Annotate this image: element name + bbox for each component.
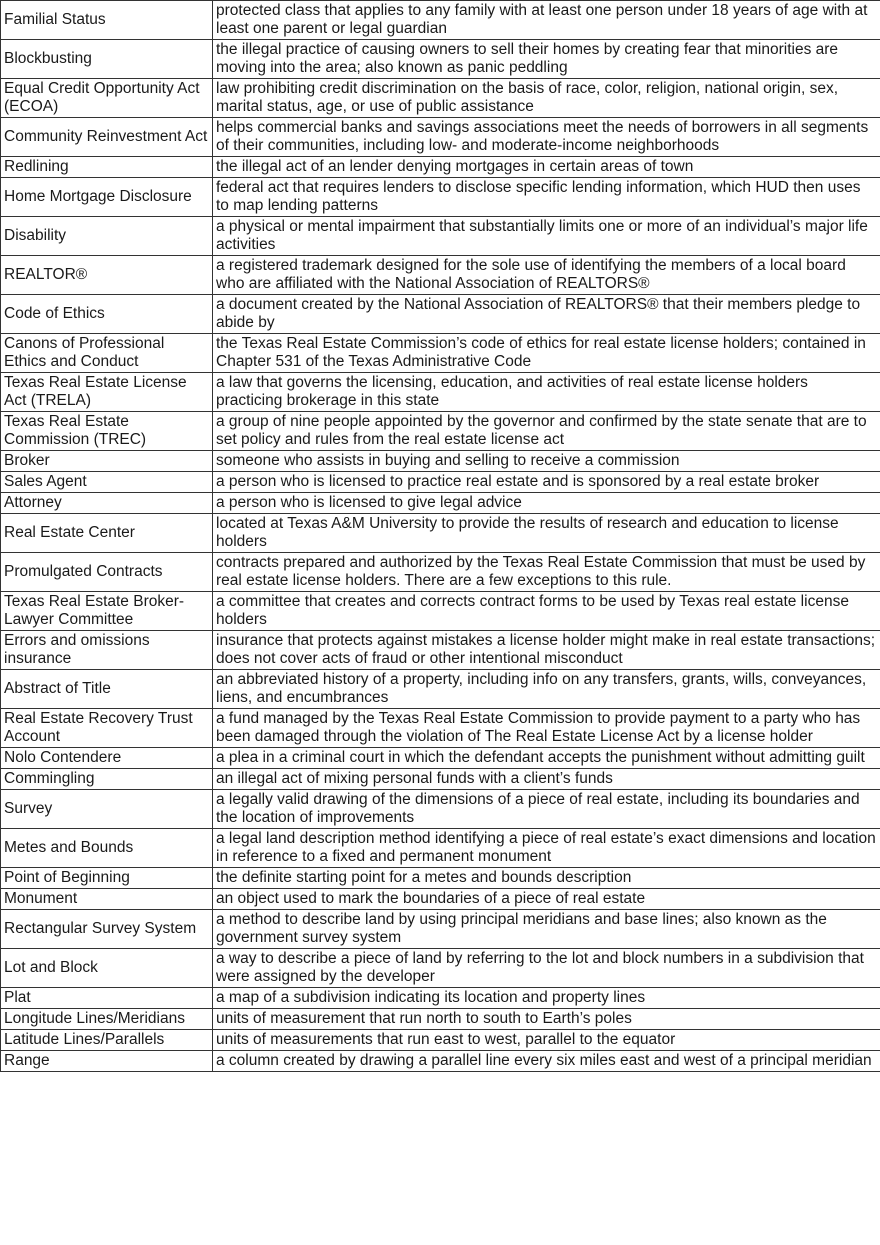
definition-cell: a way to describe a piece of land by referring to the lot and block numbers in a subdivision that were assigned by the developer xyxy=(213,949,880,988)
term-cell: Rectangular Survey System xyxy=(1,910,213,949)
table-row xyxy=(1,988,880,1009)
definition-cell: a legally valid drawing of the dimensions of a piece of real estate, including its boundaries and the location of improvements xyxy=(213,790,880,829)
definition-cell: the definite starting point for a metes and bounds description xyxy=(213,868,880,889)
table-row xyxy=(1,1009,880,1030)
table-row xyxy=(1,157,880,178)
table-row xyxy=(1,118,880,157)
table-row xyxy=(1,256,880,295)
term-cell: Community Reinvestment Act xyxy=(1,118,213,157)
table-row xyxy=(1,1051,880,1072)
definition-cell: a group of nine people appointed by the governor and confirmed by the state senate that are to set policy and rules from the real estate license act xyxy=(213,412,880,451)
table-row xyxy=(1,178,880,217)
table-row xyxy=(1,493,880,514)
definition-cell: a person who is licensed to practice real estate and is sponsored by a real estate broker xyxy=(213,472,880,493)
table-row xyxy=(1,79,880,118)
table-row xyxy=(1,373,880,412)
definition-cell: a registered trademark designed for the sole use of identifying the members of a local board who are affiliated with the National Association of REALTORS® xyxy=(213,256,880,295)
table-row xyxy=(1,748,880,769)
table-row xyxy=(1,217,880,256)
term-cell: Texas Real Estate Broker-Lawyer Committee xyxy=(1,592,213,631)
term-cell: Lot and Block xyxy=(1,949,213,988)
definition-cell: a document created by the National Association of REALTORS® that their members pledge to abide by xyxy=(213,295,880,334)
definition-cell: an illegal act of mixing personal funds with a client’s funds xyxy=(213,769,880,790)
term-cell: Texas Real Estate License Act (TRELA) xyxy=(1,373,213,412)
table-row xyxy=(1,910,880,949)
definition-cell: a committee that creates and corrects contract forms to be used by Texas real estate license holders xyxy=(213,592,880,631)
term-cell: Redlining xyxy=(1,157,213,178)
definition-cell: a legal land description method identifying a piece of real estate’s exact dimensions and location in reference to a fixed and permanent monument xyxy=(213,829,880,868)
table-row xyxy=(1,472,880,493)
definition-cell: the Texas Real Estate Commission’s code of ethics for real estate license holders; contained in Chapter 531 of the Texas Administrative Code xyxy=(213,334,880,373)
definition-cell: a person who is licensed to give legal advice xyxy=(213,493,880,514)
definition-cell: a column created by drawing a parallel line every six miles east and west of a principal meridian xyxy=(213,1051,880,1072)
table-row xyxy=(1,868,880,889)
definition-cell: federal act that requires lenders to disclose specific lending information, which HUD then uses to map lending patterns xyxy=(213,178,880,217)
definition-cell: a method to describe land by using principal meridians and base lines; also known as the government survey system xyxy=(213,910,880,949)
table-row xyxy=(1,40,880,79)
term-cell: Metes and Bounds xyxy=(1,829,213,868)
glossary-body xyxy=(1,1,880,1072)
definition-cell: located at Texas A&M University to provide the results of research and education to license holders xyxy=(213,514,880,553)
definition-cell: an abbreviated history of a property, including info on any transfers, grants, wills, conveyances, liens, and encumbrances xyxy=(213,670,880,709)
term-cell: Nolo Contendere xyxy=(1,748,213,769)
term-cell: Code of Ethics xyxy=(1,295,213,334)
term-cell: Errors and omissions insurance xyxy=(1,631,213,670)
definition-cell: law prohibiting credit discrimination on the basis of race, color, religion, national origin, sex, marital status, age, or use of public assistance xyxy=(213,79,880,118)
term-cell: Commingling xyxy=(1,769,213,790)
term-cell: Longitude Lines/Meridians xyxy=(1,1009,213,1030)
table-row xyxy=(1,334,880,373)
definition-cell: insurance that protects against mistakes a license holder might make in real estate transactions; does not cover acts of fraud or other intentional misconduct xyxy=(213,631,880,670)
table-row xyxy=(1,553,880,592)
table-row xyxy=(1,829,880,868)
term-cell: Equal Credit Opportunity Act (ECOA) xyxy=(1,79,213,118)
table-row xyxy=(1,709,880,748)
term-cell: Range xyxy=(1,1051,213,1072)
table-row xyxy=(1,670,880,709)
term-cell: Latitude Lines/Parallels xyxy=(1,1030,213,1051)
table-row xyxy=(1,451,880,472)
definition-cell: units of measurements that run east to west, parallel to the equator xyxy=(213,1030,880,1051)
term-cell: Monument xyxy=(1,889,213,910)
table-row xyxy=(1,412,880,451)
term-cell: Point of Beginning xyxy=(1,868,213,889)
table-row xyxy=(1,1030,880,1051)
term-cell: Texas Real Estate Commission (TREC) xyxy=(1,412,213,451)
table-row xyxy=(1,631,880,670)
table-row xyxy=(1,769,880,790)
term-cell: Plat xyxy=(1,988,213,1009)
definition-cell: a law that governs the licensing, education, and activities of real estate license holders practicing brokerage in this state xyxy=(213,373,880,412)
term-cell: Attorney xyxy=(1,493,213,514)
definition-cell: the illegal act of an lender denying mortgages in certain areas of town xyxy=(213,157,880,178)
definition-cell: an object used to mark the boundaries of a piece of real estate xyxy=(213,889,880,910)
definition-cell: someone who assists in buying and selling to receive a commission xyxy=(213,451,880,472)
definition-cell: units of measurement that run north to south to Earth’s poles xyxy=(213,1009,880,1030)
definition-cell: helps commercial banks and savings associations meet the needs of borrowers in all segments of their communities, including low- and moderate-income neighborhoods xyxy=(213,118,880,157)
term-cell: Blockbusting xyxy=(1,40,213,79)
term-cell: Home Mortgage Disclosure xyxy=(1,178,213,217)
table-row xyxy=(1,889,880,910)
term-cell: Broker xyxy=(1,451,213,472)
term-cell: Real Estate Recovery Trust Account xyxy=(1,709,213,748)
term-cell: Disability xyxy=(1,217,213,256)
term-cell: Familial Status xyxy=(1,1,213,40)
table-row xyxy=(1,949,880,988)
table-row xyxy=(1,592,880,631)
definition-cell: protected class that applies to any family with at least one person under 18 years of age with at least one parent or legal guardian xyxy=(213,1,880,40)
term-cell: REALTOR® xyxy=(1,256,213,295)
definition-cell: contracts prepared and authorized by the Texas Real Estate Commission that must be used by real estate license holders. There are a few exceptions to this rule. xyxy=(213,553,880,592)
term-cell: Promulgated Contracts xyxy=(1,553,213,592)
definition-cell: the illegal practice of causing owners to sell their homes by creating fear that minorities are moving into the area; also known as panic peddling xyxy=(213,40,880,79)
table-row xyxy=(1,1,880,40)
definition-cell: a map of a subdivision indicating its location and property lines xyxy=(213,988,880,1009)
definition-cell: a physical or mental impairment that substantially limits one or more of an individual’s major life activities xyxy=(213,217,880,256)
definition-cell: a fund managed by the Texas Real Estate Commission to provide payment to a party who has been damaged through the violation of The Real Estate License Act by a license holder xyxy=(213,709,880,748)
definition-cell: a plea in a criminal court in which the defendant accepts the punishment without admitting guilt xyxy=(213,748,880,769)
table-row xyxy=(1,514,880,553)
table-row xyxy=(1,790,880,829)
table-row xyxy=(1,295,880,334)
term-cell: Real Estate Center xyxy=(1,514,213,553)
term-cell: Sales Agent xyxy=(1,472,213,493)
term-cell: Canons of Professional Ethics and Conduct xyxy=(1,334,213,373)
term-cell: Abstract of Title xyxy=(1,670,213,709)
term-cell: Survey xyxy=(1,790,213,829)
